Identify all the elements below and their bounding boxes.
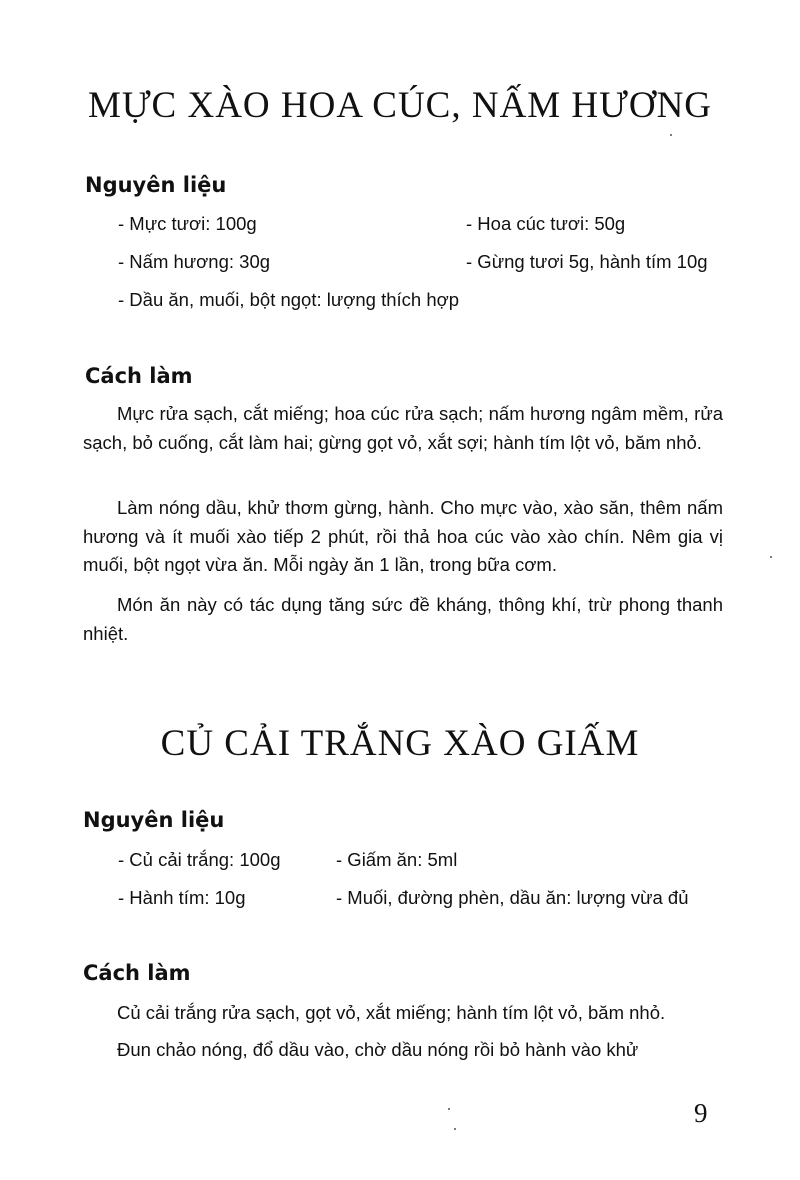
recipe-1-ingredient: - Mực tươi: 100g xyxy=(118,213,257,234)
scan-speck xyxy=(670,134,672,136)
recipe-1-paragraph: Món ăn này có tác dụng tăng sức đề kháng, thông khí, trừ phong thanh nhiệt. xyxy=(83,594,723,644)
scan-speck xyxy=(770,556,772,558)
recipe-1-ingredient: - Nấm hương: 30g xyxy=(118,251,271,272)
recipe-1-ingredient: - Gừng tươi 5g, hành tím 10g xyxy=(466,251,708,272)
recipe-2-ingredients-heading: Nguyên liệu xyxy=(83,808,225,832)
recipe-1-ingredients-heading: Nguyên liệu xyxy=(85,173,227,197)
recipe-2-method-heading: Cách làm xyxy=(83,961,191,985)
recipe-1-title: MỰC XÀO HOA CÚC, NẤM HƯƠNG xyxy=(87,85,713,126)
recipe-1-paragraph: Làm nóng dầu, khử thơm gừng, hành. Cho mực vào, xào săn, thêm nấm hương và ít muối xào tiếp 2 phút, rồi thả hoa cúc vào xào chín. Nêm gia vị muối, bột ngọt vừa ăn. Mỗi ngày ăn 1 lần, trong bữa cơm. xyxy=(83,497,723,575)
recipe-1-ingredient: - Dầu ăn, muối, bột ngọt: lượng thích hợp xyxy=(118,289,460,310)
recipe-2-title: CỦ CẢI TRẮNG XÀO GIẤM xyxy=(160,723,640,764)
recipe-2-ingredient: - Muối, đường phèn, dầu ăn: lượng vừa đủ xyxy=(336,887,689,908)
scan-speck xyxy=(448,1108,450,1110)
recipe-2-ingredient: - Củ cải trắng: 100g xyxy=(118,849,281,870)
recipe-1-paragraph: Mực rửa sạch, cắt miếng; hoa cúc rửa sạch; nấm hương ngâm mềm, rửa sạch, bỏ cuống, cắt làm hai; gừng gọt vỏ, xắt sợi; hành tím lột vỏ, băm nhỏ. xyxy=(83,403,723,453)
recipe-2-ingredient: - Hành tím: 10g xyxy=(118,887,246,908)
page-number: 9 xyxy=(694,1098,708,1128)
scan-speck xyxy=(454,1128,456,1130)
recipe-1-ingredient: - Hoa cúc tươi: 50g xyxy=(466,213,626,234)
recipe-1-method-heading: Cách làm xyxy=(85,364,193,388)
recipe-2-paragraph: Đun chảo nóng, đổ dầu vào, chờ dầu nóng rồi bỏ hành vào khử xyxy=(117,1039,639,1060)
recipe-2-paragraph: Củ cải trắng rửa sạch, gọt vỏ, xắt miếng; hành tím lột vỏ, băm nhỏ. xyxy=(117,1002,666,1023)
recipe-2-ingredient: - Giấm ăn: 5ml xyxy=(336,849,458,870)
